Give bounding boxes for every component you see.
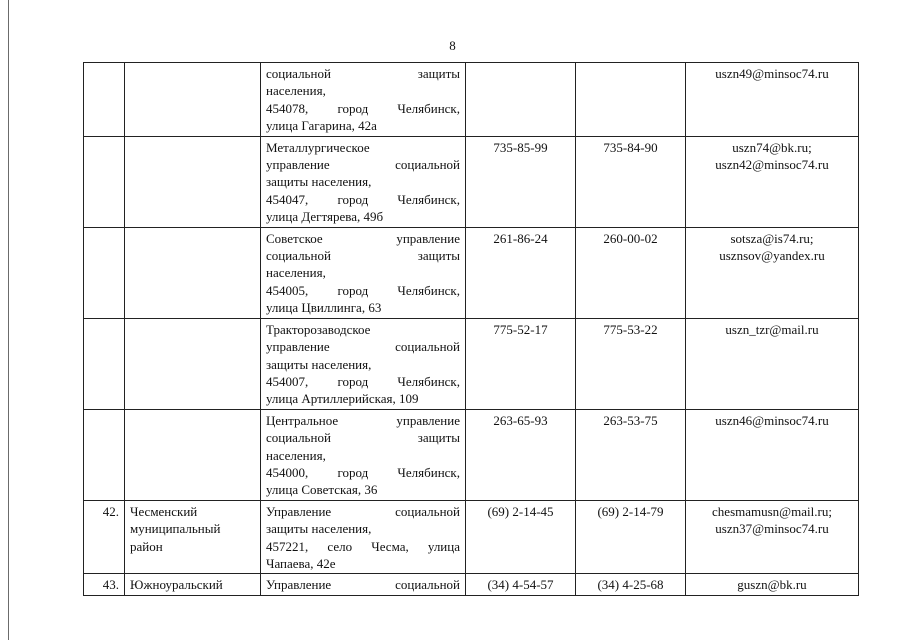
email-line: uszn74@bk.ru; bbox=[732, 139, 812, 155]
address-line: улица Советская, 36 bbox=[266, 482, 378, 498]
row-number-cell bbox=[84, 500, 125, 574]
phone-text: 261-86-24 bbox=[493, 230, 548, 246]
address-line: 454047, город Челябинск, bbox=[266, 191, 460, 207]
email-cell bbox=[686, 63, 859, 137]
row-number-cell bbox=[84, 136, 125, 227]
phone-text: 735-85-99 bbox=[493, 139, 548, 155]
address-line: защиты населения, bbox=[266, 356, 372, 372]
address-line: Центральное управление bbox=[266, 412, 460, 428]
table-row bbox=[84, 136, 859, 227]
address-line: Управление социальной bbox=[266, 577, 460, 593]
address-line: Тракторозаводское bbox=[266, 321, 371, 337]
address-cell bbox=[261, 63, 466, 137]
address-cell bbox=[261, 574, 466, 595]
num-text: 43. bbox=[102, 577, 119, 593]
phone-cell bbox=[466, 409, 576, 500]
email-cell bbox=[686, 500, 859, 574]
address-cell bbox=[261, 136, 466, 227]
address-line: защиты населения, bbox=[266, 174, 372, 190]
address-line: Чапаева, 42е bbox=[266, 555, 336, 571]
fax-cell bbox=[576, 574, 686, 595]
contacts-table bbox=[83, 62, 859, 596]
district-cell bbox=[125, 574, 261, 595]
district-cell bbox=[125, 500, 261, 574]
email-line: uszn46@minsoc74.ru bbox=[715, 412, 829, 428]
fax-cell bbox=[576, 409, 686, 500]
row-number-cell bbox=[84, 318, 125, 409]
email-line: uszn42@minsoc74.ru bbox=[715, 157, 829, 173]
table-row bbox=[84, 500, 859, 574]
fax-text: (34) 4-25-68 bbox=[597, 577, 664, 593]
address-line: 454007, город Челябинск, bbox=[266, 373, 460, 389]
address-line: 454005, город Челябинск, bbox=[266, 282, 460, 298]
phone-text: (69) 2-14-45 bbox=[487, 503, 554, 519]
fax-cell bbox=[576, 318, 686, 409]
address-line: 457221, село Чесма, улица bbox=[266, 538, 460, 554]
page-left-border bbox=[8, 0, 9, 640]
table-row bbox=[84, 318, 859, 409]
address-line: улица Артиллерийская, 109 bbox=[266, 391, 419, 407]
address-line: управление социальной bbox=[266, 339, 460, 355]
email-line: uszn49@minsoc74.ru bbox=[715, 66, 829, 81]
address-line: населения, bbox=[266, 83, 326, 99]
fax-cell bbox=[576, 63, 686, 137]
district-line: Южноуральский bbox=[130, 577, 223, 593]
num-text: 42. bbox=[102, 503, 119, 519]
district-cell bbox=[125, 318, 261, 409]
fax-text: 775-53-22 bbox=[603, 321, 658, 337]
address-line: социальной защиты bbox=[266, 248, 460, 264]
phone-cell bbox=[466, 500, 576, 574]
phone-cell bbox=[466, 227, 576, 318]
email-cell bbox=[686, 227, 859, 318]
district-cell bbox=[125, 63, 261, 137]
fax-text: (69) 2-14-79 bbox=[597, 503, 664, 519]
district-cell bbox=[125, 227, 261, 318]
district-line: муниципальный bbox=[130, 521, 221, 537]
fax-text: 735-84-90 bbox=[603, 139, 658, 155]
email-cell bbox=[686, 409, 859, 500]
address-line: улица Дегтярева, 49б bbox=[266, 209, 384, 225]
district-line: Чесменский bbox=[130, 503, 198, 519]
fax-cell bbox=[576, 227, 686, 318]
address-cell bbox=[261, 500, 466, 574]
row-number-cell bbox=[84, 63, 125, 137]
table-row bbox=[84, 227, 859, 318]
email-cell bbox=[686, 574, 859, 595]
row-number-cell bbox=[84, 574, 125, 595]
row-number-cell bbox=[84, 409, 125, 500]
fax-cell bbox=[576, 136, 686, 227]
email-line: uszn37@minsoc74.ru bbox=[715, 521, 829, 537]
phone-cell bbox=[466, 63, 576, 137]
address-line: защиты населения, bbox=[266, 521, 372, 537]
phone-cell bbox=[466, 136, 576, 227]
fax-text: 263-53-75 bbox=[603, 412, 658, 428]
email-line: chesmamusn@mail.ru; bbox=[712, 503, 832, 519]
address-line: Управление социальной bbox=[266, 503, 460, 519]
address-line: Металлургическое bbox=[266, 139, 370, 155]
email-cell bbox=[686, 136, 859, 227]
address-line: 454000, город Челябинск, bbox=[266, 464, 460, 480]
address-line: управление социальной bbox=[266, 157, 460, 173]
email-line: sotsza@is74.ru; bbox=[730, 230, 814, 246]
email-line: uszn_tzr@mail.ru bbox=[725, 321, 819, 337]
district-cell bbox=[125, 136, 261, 227]
address-line: населения, bbox=[266, 265, 326, 281]
address-line: улица Гагарина, 42а bbox=[266, 118, 377, 134]
phone-cell bbox=[466, 574, 576, 595]
address-cell bbox=[261, 227, 466, 318]
phone-cell bbox=[466, 318, 576, 409]
contacts-table-body bbox=[84, 63, 859, 596]
address-line: Советское управление bbox=[266, 230, 460, 246]
fax-text: 260-00-02 bbox=[603, 230, 658, 246]
row-number-cell bbox=[84, 227, 125, 318]
phone-text: 263-65-93 bbox=[493, 412, 548, 428]
address-line: улица Цвиллинга, 63 bbox=[266, 300, 382, 316]
table-row bbox=[84, 574, 859, 595]
page-number: 8 bbox=[449, 38, 456, 53]
address-line: социальной защиты bbox=[266, 66, 460, 81]
table-row bbox=[84, 63, 859, 137]
fax-cell bbox=[576, 500, 686, 574]
address-line: социальной защиты bbox=[266, 430, 460, 446]
email-line: usznsov@yandex.ru bbox=[719, 248, 825, 264]
table-row bbox=[84, 409, 859, 500]
email-cell bbox=[686, 318, 859, 409]
address-cell bbox=[261, 318, 466, 409]
district-cell bbox=[125, 409, 261, 500]
address-line: населения, bbox=[266, 447, 326, 463]
address-line: 454078, город Челябинск, bbox=[266, 100, 460, 116]
address-cell bbox=[261, 409, 466, 500]
district-line: район bbox=[130, 538, 163, 554]
email-line: guszn@bk.ru bbox=[737, 577, 807, 593]
phone-text: (34) 4-54-57 bbox=[487, 577, 554, 593]
phone-text: 775-52-17 bbox=[493, 321, 548, 337]
